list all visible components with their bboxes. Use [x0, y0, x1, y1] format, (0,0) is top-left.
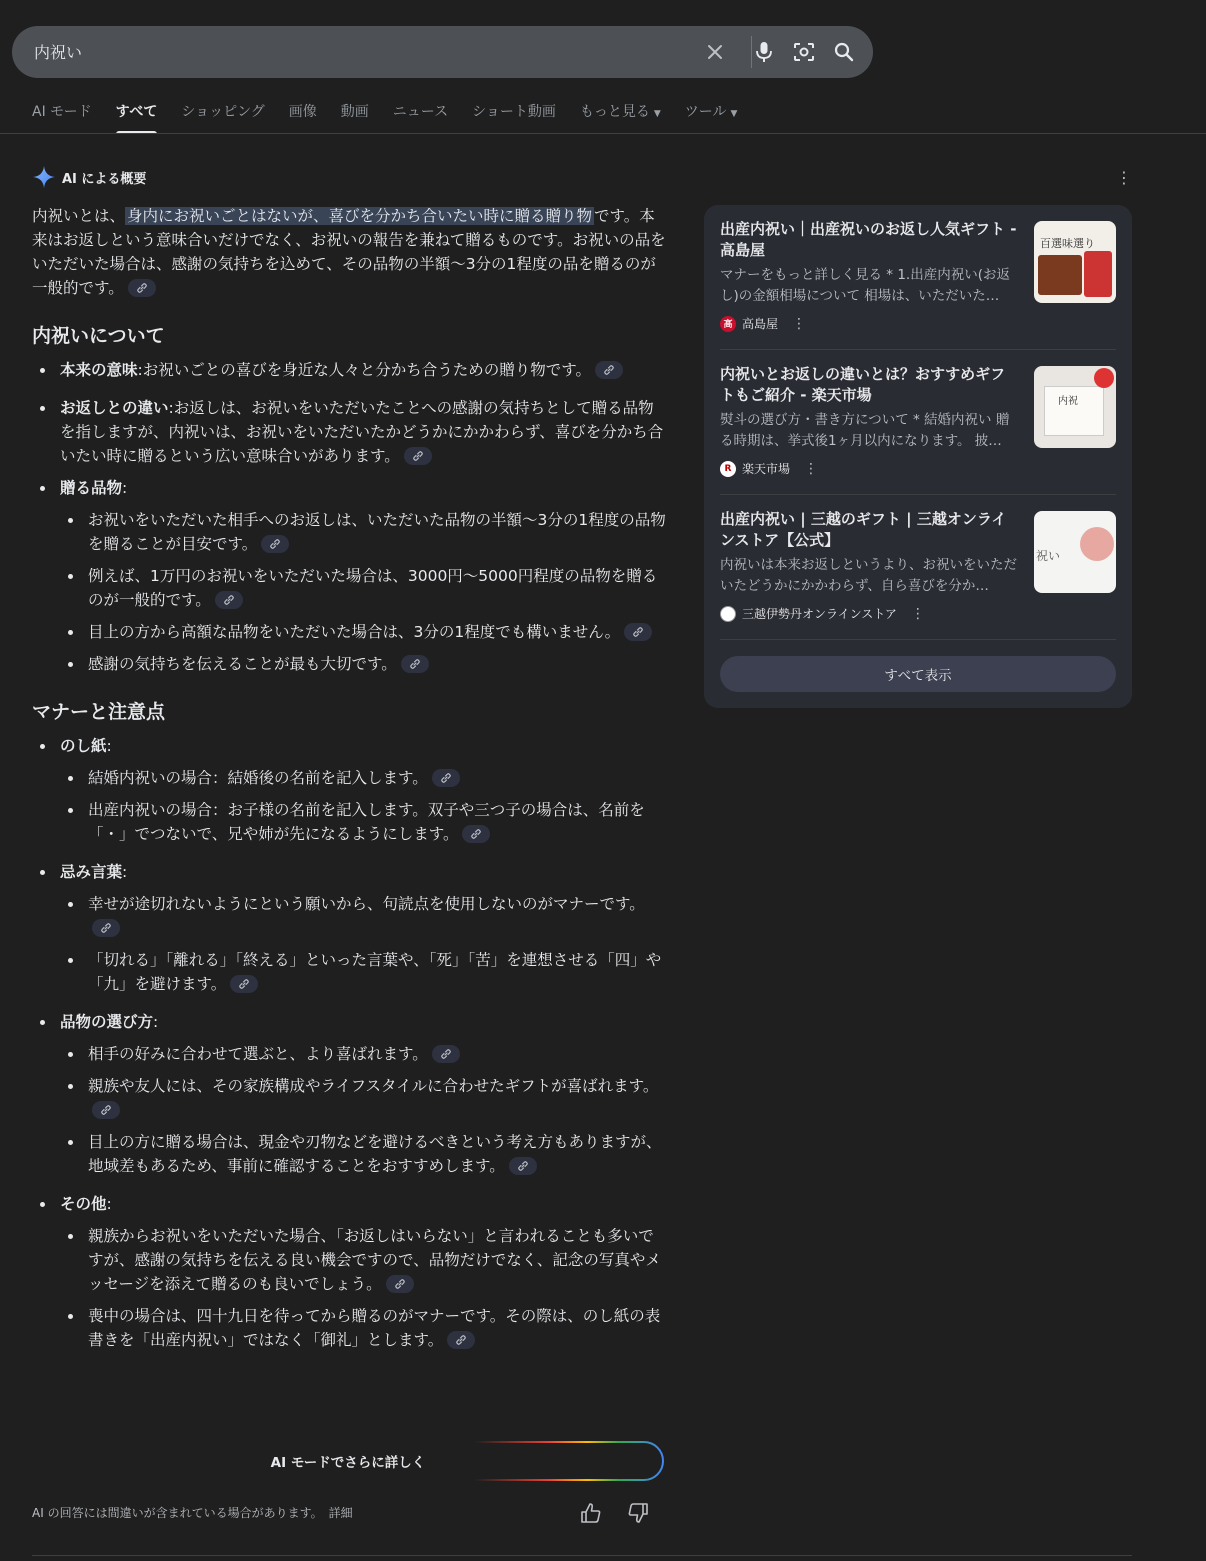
item-text: :お祝いごとの喜びを身近な人々と分かち合うための贈り物です。: [137, 361, 591, 379]
tab-all[interactable]: すべて: [116, 100, 158, 134]
list-item: 忌み言葉: 幸せが途切れないようにという願いから、句読点を使用しないのがマナーです。 「切れる」「離れる」「終える」といった言葉や、「死」「苦」を連想させる「四」や「九」を避けます。: [60, 860, 667, 996]
source-site-name: 三越伊勢丹オンラインストア: [742, 607, 897, 621]
ai-intro: [32, 204, 667, 300]
item-term: 贈る品物: [60, 479, 123, 497]
item-term: お返しとの違い: [60, 399, 169, 417]
search-bar[interactable]: [12, 26, 873, 78]
source-snippet: マナーをもっと詳しく見る * 1.出産内祝い(お返し)の金額相場について 相場は、いただいた…: [720, 267, 1010, 304]
source-snippet: 熨斗の選び方・書き方について * 結婚内祝い 贈る時期は、挙式後1ヶ月以内になります。 披…: [720, 412, 1010, 449]
source-title[interactable]: 出産内祝い | 三越のギフト | 三越オンラインストア【公式】: [720, 510, 1007, 549]
tab-more[interactable]: [580, 100, 661, 134]
sub-text: 幸せが途切れないようにという願いから、句読点を使用しないのがマナーです。: [88, 895, 645, 913]
sub-text: 感謝の気持ちを伝えることが最も大切です。: [88, 655, 397, 673]
list-item: 贈る品物: お祝いをいただいた相手へのお返しは、いただいた品物の半額〜3分の1程度の品物を贈ることが目安です。 例えば、1万円のお祝いをいただいた場合は、3000円〜5000円程度の品物を贈るのが一般的です。 目上の方から高額な品物をいただいた場合は、3分の1程度でも構いません。 感謝の気持ちを伝えることが最も大切です。: [60, 476, 667, 676]
source-site: [720, 460, 818, 477]
source-thumbnail[interactable]: [1034, 366, 1116, 448]
link-icon[interactable]: [230, 975, 258, 993]
more-options-icon[interactable]: ⋮: [804, 460, 819, 477]
thumbs-down-icon[interactable]: [627, 1502, 649, 1524]
sub-text: 目上の方から高額な品物をいただいた場合は、3分の1程度でも構いません。: [88, 623, 621, 641]
sources-panel: [704, 205, 1132, 708]
item-term: 品物の選び方: [60, 1013, 154, 1031]
thumbnail-caption: 祝い: [1036, 549, 1061, 563]
source-site: [720, 315, 806, 332]
sub-text: 「切れる」「離れる」「終える」といった言葉や、「死」「苦」を連想させる「四」や「九」を避けます。: [88, 951, 662, 993]
bullet-list: [32, 734, 667, 1352]
tab-tools[interactable]: [685, 100, 738, 134]
link-icon[interactable]: [128, 279, 156, 297]
ai-overview-header: [32, 165, 146, 189]
link-icon[interactable]: [595, 361, 623, 379]
sub-item: [88, 1224, 667, 1296]
sub-item: [88, 1130, 667, 1178]
sub-list: [60, 892, 667, 996]
ai-overview-title: AI による概要: [62, 171, 147, 187]
sub-item: [88, 948, 667, 996]
list-item: その他: 親族からお祝いをいただいた場合、「お返しはいらない」と言われることも多いですが、感謝の気持ちを伝える良い機会ですので、品物だけでなく、記念の写真やメッセージを添えて贈るのも良いでしょう。 喪中の場合は、四十九日を待ってから贈るのがマナーです。その際は、のし紙の表書きを「出産内祝い」ではなく「御礼」とします。: [60, 1192, 667, 1352]
item-term: 本来の意味: [60, 361, 138, 379]
source-title[interactable]: 出産内祝い｜出産祝いのお返し人気ギフト - 高島屋: [720, 220, 1017, 259]
item-term: のし紙: [60, 737, 107, 755]
takashimaya-favicon: 高: [720, 316, 736, 332]
sub-list: [60, 1224, 667, 1352]
bullet-list: [32, 358, 667, 676]
more-options-icon[interactable]: ⋮: [792, 315, 807, 332]
microphone-icon[interactable]: [751, 39, 777, 65]
disclaimer-text: AI の回答には間違いが含まれている場合があります。: [32, 1506, 323, 1520]
search-icon[interactable]: [831, 39, 857, 65]
search-tabs: [32, 100, 761, 134]
sub-text: お祝いをいただいた相手へのお返しは、いただいた品物の半額〜3分の1程度の品物を贈ることが目安です。: [88, 511, 666, 553]
tab-ai-mode[interactable]: AI モード: [32, 104, 92, 120]
source-site-name: 楽天市場: [742, 462, 791, 476]
cake-image: [1080, 527, 1114, 561]
link-icon[interactable]: [624, 623, 652, 641]
food-image: [1038, 255, 1082, 295]
source-card[interactable]: [720, 495, 1116, 625]
source-thumbnail[interactable]: [1034, 221, 1116, 303]
sub-item: [88, 766, 667, 790]
tab-videos[interactable]: 動画: [340, 104, 369, 120]
sub-item: [88, 1042, 667, 1066]
gift-package-image: [1084, 251, 1112, 297]
source-title[interactable]: 内祝いとお返しの違いとは？おすすめギフトもご紹介 - 楽天市場: [720, 365, 1006, 404]
link-icon[interactable]: [404, 447, 432, 465]
tab-tools-label: ツール: [684, 104, 727, 120]
link-icon[interactable]: [509, 1157, 537, 1175]
sub-item: [88, 798, 667, 846]
item-term: 忌み言葉: [60, 863, 123, 881]
thumbnail-caption: 内祝: [1058, 396, 1078, 407]
more-options-icon[interactable]: ⋮: [1116, 168, 1132, 187]
ai-overview-content: [32, 204, 667, 1360]
source-divider: [720, 639, 1116, 640]
sub-text: 目上の方に贈る場合は、現金や刃物などを避けるべきという考え方もありますが、地域差もあるため、事前に確認することをおすすめします。: [88, 1133, 662, 1175]
ai-mode-button[interactable]: AI モードでさらに詳しく: [270, 1455, 426, 1471]
link-icon[interactable]: [386, 1275, 414, 1293]
sub-item: [88, 652, 667, 676]
link-icon[interactable]: [401, 655, 429, 673]
link-icon[interactable]: [432, 1045, 460, 1063]
sub-text: 親族からお祝いをいただいた場合、「お返しはいらない」と言われることも多いですが、感謝の気持ちを伝える良い機会ですので、品物だけでなく、記念の写真やメッセージを添えて贈るのも良いでしょう。: [88, 1227, 661, 1293]
source-snippet: 内祝いは本来お返しというより、お祝いをいただいたどうかにかかわらず、自ら喜びを分か…: [720, 557, 1017, 594]
source-card[interactable]: [720, 205, 1116, 335]
item-text: :お返しは、お祝いをいただいたことへの感謝の気持ちとして贈る品物を指しますが、内祝いは、お祝いをいただいたかどうかにかかわらず、喜びを分かち合いたい時に贈るという広い意味合いがあります。: [60, 399, 664, 465]
sub-item: [88, 508, 667, 556]
search-input[interactable]: 内祝い: [34, 43, 83, 62]
source-thumbnail[interactable]: [1034, 511, 1116, 593]
list-item: [60, 358, 667, 382]
details-link[interactable]: 詳細: [328, 1506, 353, 1520]
list-item: [60, 396, 667, 468]
show-all-button[interactable]: すべて表示: [720, 656, 1116, 692]
item-term: その他: [60, 1195, 107, 1213]
source-site-name: 高島屋: [742, 317, 779, 331]
mitsukoshi-favicon: [720, 606, 736, 622]
link-icon[interactable]: [261, 535, 289, 553]
sparkle-icon: [32, 165, 56, 189]
tab-images[interactable]: 画像: [288, 104, 317, 120]
link-icon[interactable]: [447, 1331, 475, 1349]
sub-text: 結婚内祝いの場合：結婚後の名前を記入します。: [88, 769, 428, 787]
sub-item: [88, 892, 667, 940]
link-icon[interactable]: [462, 825, 490, 843]
tab-more-label: もっと見る: [579, 104, 650, 120]
intro-pre: 内祝いとは、: [32, 207, 126, 225]
sub-text: 親族や友人には、その家族構成やライフスタイルに合わせたギフトが喜ばれます。: [88, 1077, 659, 1095]
camera-lens-icon[interactable]: [791, 39, 817, 65]
sub-item: [88, 564, 667, 612]
tab-news[interactable]: ニュース: [392, 104, 449, 120]
tab-short-videos[interactable]: ショート動画: [472, 104, 556, 120]
tabs-divider: [0, 133, 1206, 134]
source-site: [720, 605, 925, 622]
section-heading: マナーと注意点: [32, 701, 166, 723]
caret-down-icon: ▼: [730, 109, 738, 119]
intro-highlight: 身内にお祝いごとはないが、喜びを分かち合いたい時に贈る贈り物: [127, 207, 593, 225]
thumbs-up-icon[interactable]: [580, 1502, 602, 1524]
sub-text: 喪中の場合は、四十九日を待ってから贈るのがマナーです。その際は、のし紙の表書きを「出産内祝い」ではなく「御礼」とします。: [88, 1307, 661, 1349]
list-item: のし紙: 結婚内祝いの場合：結婚後の名前を記入します。 出産内祝いの場合：お子様の名前を記入します。双子や三つ子の場合は、名前を「・」でつないで、兄や姉が先になるようにします。: [60, 734, 667, 846]
ai-disclaimer: [32, 1504, 353, 1521]
bottom-divider: [32, 1555, 1132, 1556]
intro-post: です。本来はお返しという意味合いだけでなく、お祝いの報告を兼ねて贈るものです。お祝いの品をいただいた場合は、感謝の気持ちを込めて、その品物の半額〜3分の1程度の品を贈るのが一般的です。: [32, 207, 666, 297]
sub-list: [60, 766, 667, 846]
sub-item: [88, 1304, 667, 1352]
link-icon[interactable]: [92, 1101, 120, 1119]
list-item: 品物の選び方: 相手の好みに合わせて選ぶと、より喜ばれます。 親族や友人には、その家族構成やライフスタイルに合わせたギフトが喜ばれます。 目上の方に贈る場合は、現金や刃物などを避けるべきという考え方もありますが、地域差もあるため、事前に確認することをおすすめします。: [60, 1010, 667, 1178]
rakuten-favicon: R: [720, 461, 736, 477]
section-heading: 内祝いについて: [32, 325, 165, 347]
link-icon[interactable]: [432, 769, 460, 787]
sub-item: [88, 620, 667, 644]
flower-image: [1094, 368, 1114, 388]
sub-list: [60, 508, 667, 676]
sub-list: [60, 1042, 667, 1178]
tab-shopping[interactable]: ショッピング: [181, 104, 265, 120]
link-icon[interactable]: [215, 591, 243, 609]
caret-down-icon: ▼: [653, 109, 661, 119]
sub-text: 例えば、1万円のお祝いをいただいた場合は、3000円〜5000円程度の品物を贈るのが一般的です。: [88, 567, 658, 609]
more-options-icon[interactable]: ⋮: [910, 605, 925, 622]
thumbnail-caption: 百選味選り: [1040, 237, 1095, 250]
sub-text: 相手の好みに合わせて選ぶと、より喜ばれます。: [88, 1045, 428, 1063]
sub-item: [88, 1074, 667, 1122]
clear-icon[interactable]: [702, 39, 728, 65]
sub-text: 出産内祝いの場合：お子様の名前を記入します。双子や三つ子の場合は、名前を「・」でつないで、兄や姉が先になるようにします。: [88, 801, 645, 843]
link-icon[interactable]: [92, 919, 120, 937]
source-card[interactable]: [720, 350, 1116, 480]
